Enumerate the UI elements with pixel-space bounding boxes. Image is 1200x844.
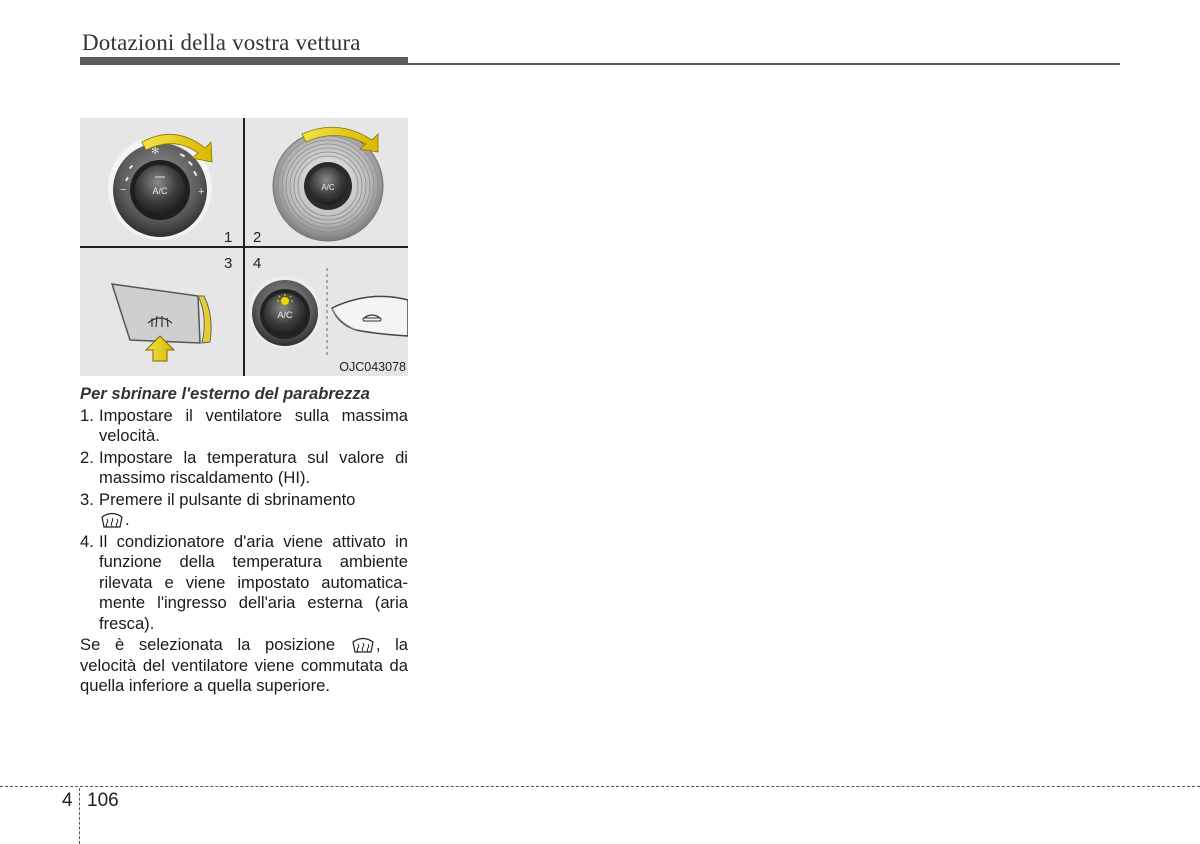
list-item-number: 1. [80, 405, 94, 425]
footer-vertical-rule [79, 788, 80, 844]
list-item-text-end: . [125, 510, 130, 529]
list-item [80, 532, 408, 635]
list-item [80, 490, 408, 531]
header-rule-thick [80, 57, 408, 65]
svg-text:4: 4 [253, 255, 262, 272]
svg-text:2: 2 [253, 229, 262, 246]
page-title: Dotazioni della vostra vettura [82, 30, 361, 55]
figure-code: OJC043078 [339, 360, 406, 374]
list-item [80, 406, 408, 447]
footer-rule [0, 786, 1200, 787]
svg-text:A/C: A/C [152, 186, 168, 196]
list-item-text-wrap [99, 490, 408, 531]
front-defrost-icon [99, 511, 125, 529]
header-rule-thin [408, 63, 1120, 65]
svg-text:−: − [120, 184, 127, 196]
page-number: 106 [87, 790, 119, 811]
ac-button-illustration [249, 276, 321, 348]
instructions-section [80, 384, 408, 697]
list-item-text: Impostare la temperatura sul valore di massimo riscaldamento (HI). [99, 447, 408, 487]
list-item-number: 2. [80, 447, 94, 467]
illustration-figure [80, 118, 408, 376]
list-item [80, 448, 408, 489]
svg-text:A/C: A/C [321, 183, 335, 192]
section-subheading: Per sbrinare l'esterno del parabrezza [80, 384, 370, 403]
illustration-drawing [80, 118, 408, 376]
recirculation-button-illustration [332, 296, 408, 336]
svg-text:+: + [198, 186, 205, 198]
svg-text:A/C: A/C [277, 310, 293, 320]
list-item-number: 4. [80, 531, 94, 551]
list-item-text: Premere il pulsante di sbrinamento [99, 489, 356, 509]
note-text-after: , la velocità del ventilatore viene commutata da quella inferiore a quella superiore. [80, 635, 408, 695]
list-item-number: 3. [80, 489, 94, 509]
defrost-button-illustration [112, 284, 211, 361]
list-item-text: Il condizionatore d'aria viene attivato in funzione della temperatura ambiente rilevata e viene impostato automatica-mente l'ingresso dell'aria esterna (aria fresca). [99, 531, 408, 633]
svg-text:1: 1 [224, 229, 233, 246]
chapter-number: 4 [62, 790, 73, 811]
list-item-text: Impostare il ventilatore sulla massima velocità. [99, 405, 408, 445]
note-paragraph [80, 635, 408, 697]
svg-text:✻: ✻ [151, 146, 160, 157]
note-text-before: Se è selezionata la posizione [80, 635, 336, 654]
front-defrost-icon [350, 636, 376, 654]
svg-text:3: 3 [224, 255, 233, 272]
